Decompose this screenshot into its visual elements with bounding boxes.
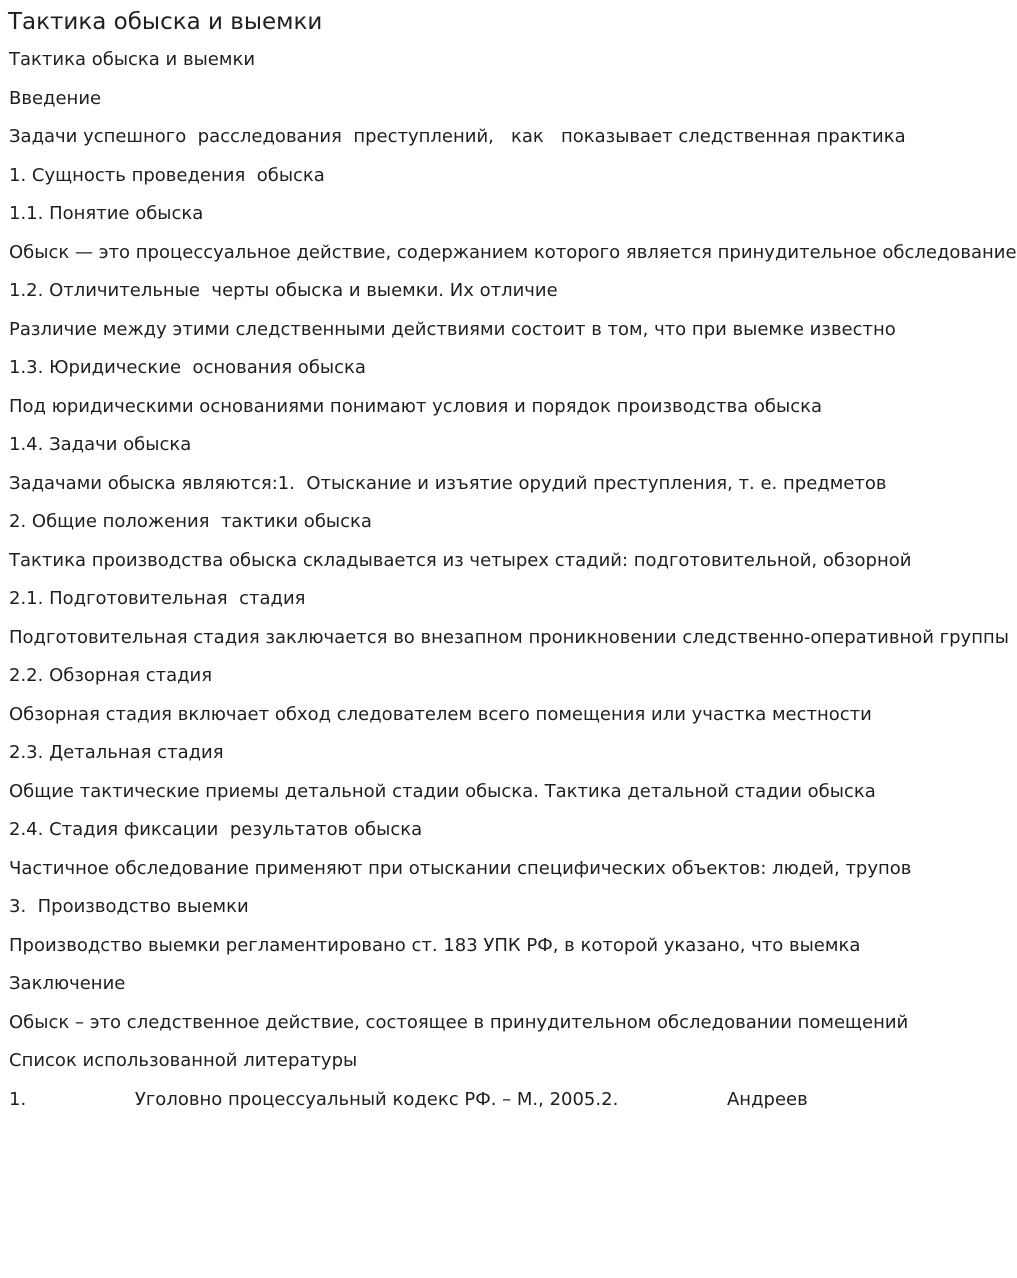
heading-document-title-repeat: Тактика обыска и выемки — [9, 49, 256, 70]
paragraph-section-2-1: Подготовительная стадия заключается во внезапном проникновении следственно-оперативной группы — [9, 626, 1009, 648]
paragraph-section-2-2: Обзорная стадия включает обход следователем всего помещения или участка местности — [9, 703, 872, 725]
paragraph-section-2-3: Общие тактические приемы детальной стадии обыска. Тактика детальной стадии обыска — [9, 780, 876, 802]
heading-section-1-4: 1.4. Задачи обыска — [9, 434, 192, 455]
heading-section-3: 3. Производство выемки — [9, 896, 249, 917]
heading-section-1-3: 1.3. Юридические основания обыска — [9, 357, 366, 378]
paragraph-section-1-1: Обыск — это процессуальное действие, содержанием которого является принудительное обследование — [9, 241, 1017, 263]
paragraph-introduction: Задачи успешного расследования преступлений, как показывает следственная практика — [9, 126, 906, 147]
heading-section-2-1: 2.1. Подготовительная стадия — [9, 588, 306, 609]
document-title: Тактика обыска и выемки — [8, 9, 323, 35]
heading-conclusion: Заключение — [9, 973, 126, 994]
paragraph-section-2: Тактика производства обыска складывается из четырех стадий: подготовительной, обзорной — [9, 549, 912, 571]
paragraph-section-1-2: Различие между этими следственными действиями состоит в том, что при выемке известно — [9, 318, 896, 340]
heading-introduction: Введение — [9, 87, 102, 109]
heading-section-1-2: 1.2. Отличительные черты обыска и выемки. Их отличие — [9, 280, 558, 301]
paragraph-section-2-4: Частичное обследование применяют при отыскании специфических объектов: людей, трупов — [9, 857, 912, 879]
paragraph-section-1-3: Под юридическими основаниями понимают условия и порядок производства обыска — [9, 395, 822, 417]
heading-section-1-1: 1.1. Понятие обыска — [9, 203, 204, 224]
heading-section-2-4: 2.4. Стадия фиксации результатов обыска — [9, 819, 423, 840]
paragraph-section-3: Производство выемки регламентировано ст. 183 УПК РФ, в которой указано, что выемка — [9, 934, 861, 956]
heading-section-2-2: 2.2. Обзорная стадия — [9, 665, 213, 686]
paragraph-section-1-4: Задачами обыска являются:1. Отыскание и изъятие орудий преступления, т. е. предметов — [9, 472, 887, 494]
paragraph-conclusion: Обыск – это следственное действие, состоящее в принудительном обследовании помещений — [9, 1011, 909, 1033]
heading-section-1: 1. Сущность проведения обыска — [9, 164, 325, 186]
heading-section-2-3: 2.3. Детальная стадия — [9, 742, 224, 763]
heading-bibliography: Список использованной литературы — [9, 1050, 358, 1071]
heading-section-2: 2. Общие положения тактики обыска — [9, 511, 372, 532]
paragraph-bibliography: 1. Уголовно процессуальный кодекс РФ. – М., 2005.2. Андреев — [9, 1088, 808, 1110]
document-lines — [9, 47, 1017, 1125]
